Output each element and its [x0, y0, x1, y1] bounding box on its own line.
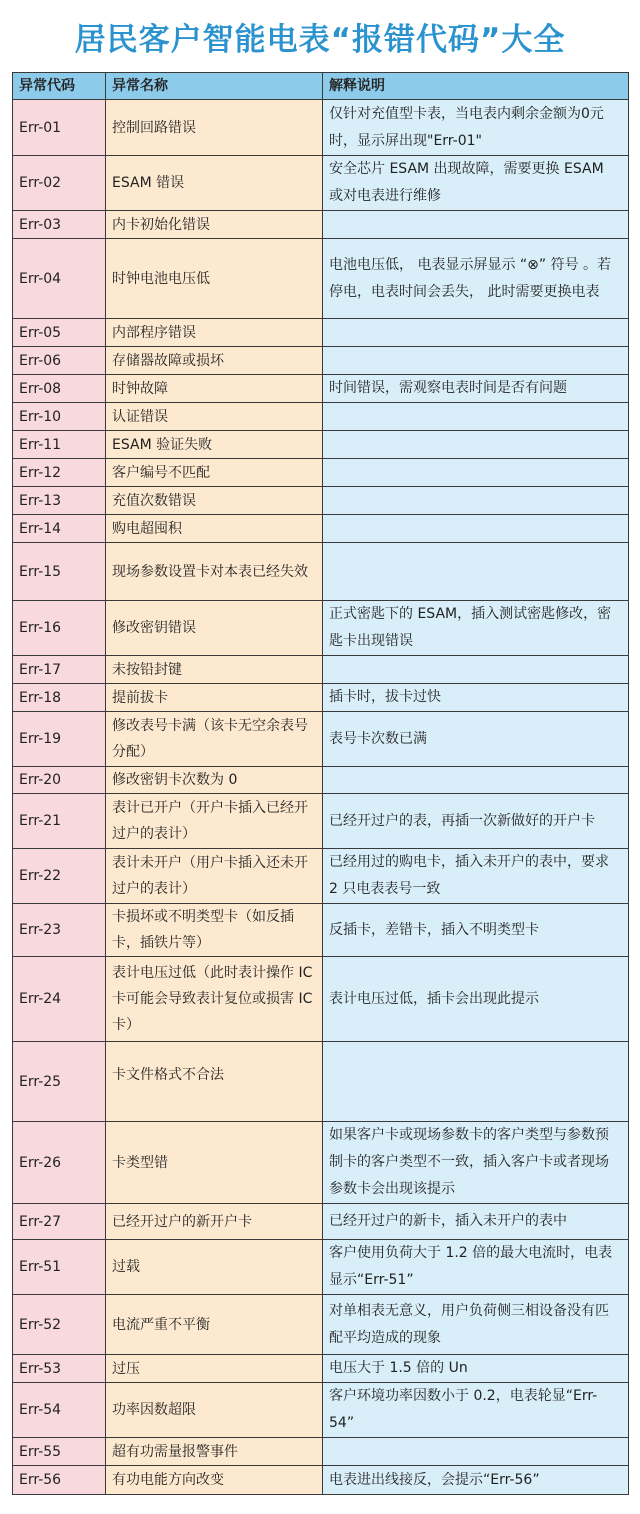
table-row: [13, 684, 629, 712]
error-name: 表计已开户（开户卡插入已经开过户的表计）: [106, 794, 323, 849]
header-desc: 解释说明: [323, 73, 629, 100]
error-code: Err-08: [13, 375, 106, 403]
table-row: [13, 957, 629, 1042]
table-header-row: [13, 73, 629, 100]
table-row: [13, 1042, 629, 1122]
error-code: Err-14: [13, 515, 106, 543]
error-name: 修改密钥错误: [106, 601, 323, 656]
error-description: [323, 431, 629, 459]
error-description: [323, 487, 629, 515]
error-description: 电表进出线接反，会提示“Err-56”: [323, 1466, 629, 1495]
table-row: [13, 1295, 629, 1355]
error-name: 卡文件格式不合法: [106, 1042, 323, 1122]
table-row: [13, 543, 629, 601]
error-code: Err-54: [13, 1383, 106, 1438]
error-code: Err-18: [13, 684, 106, 712]
table-row: [13, 347, 629, 375]
error-code: Err-03: [13, 211, 106, 239]
error-name: 卡类型错: [106, 1122, 323, 1204]
table-row: [13, 601, 629, 656]
table-row: [13, 1438, 629, 1466]
error-description: 表计电压过低，插卡会出现此提示: [323, 957, 629, 1042]
error-name: ESAM 错误: [106, 156, 323, 211]
table-row: [13, 849, 629, 904]
error-code: Err-52: [13, 1295, 106, 1355]
error-code: Err-26: [13, 1122, 106, 1204]
error-code: Err-22: [13, 849, 106, 904]
error-code: Err-25: [13, 1042, 106, 1122]
error-code: Err-24: [13, 957, 106, 1042]
table-row: [13, 1122, 629, 1204]
error-code: Err-12: [13, 459, 106, 487]
error-description: 如果客户卡或现场参数卡的客户类型与参数预制卡的客户类型不一致，插入客户卡或者现场参数卡会出现该提示: [323, 1122, 629, 1204]
error-code: Err-11: [13, 431, 106, 459]
table-row: [13, 1466, 629, 1495]
error-name: 电流严重不平衡: [106, 1295, 323, 1355]
error-name: 内卡初始化错误: [106, 211, 323, 239]
error-code: Err-06: [13, 347, 106, 375]
table-row: [13, 794, 629, 849]
error-description: 反插卡，差错卡，插入不明类型卡: [323, 904, 629, 957]
error-name: 内部程序错误: [106, 319, 323, 347]
error-name: 认证错误: [106, 403, 323, 431]
error-code: Err-56: [13, 1466, 106, 1495]
table-row: [13, 211, 629, 239]
error-description: 电压大于 1.5 倍的 Un: [323, 1355, 629, 1383]
error-name: 修改密钥卡次数为 0: [106, 767, 323, 794]
error-name: ESAM 验证失败: [106, 431, 323, 459]
error-description: [323, 767, 629, 794]
table-row: [13, 459, 629, 487]
error-code: Err-19: [13, 712, 106, 767]
error-code: Err-13: [13, 487, 106, 515]
error-code: Err-21: [13, 794, 106, 849]
error-code: Err-10: [13, 403, 106, 431]
error-description: 插卡时，拔卡过快: [323, 684, 629, 712]
error-code: Err-01: [13, 100, 106, 156]
table-row: [13, 1240, 629, 1295]
error-name: 提前拔卡: [106, 684, 323, 712]
error-code: Err-15: [13, 543, 106, 601]
error-description: [323, 403, 629, 431]
table-row: [13, 904, 629, 957]
error-name: 表计未开户（用户卡插入还未开过户的表计）: [106, 849, 323, 904]
error-name: 现场参数设置卡对本表已经失效: [106, 543, 323, 601]
error-code: Err-53: [13, 1355, 106, 1383]
error-name: 购电超囤积: [106, 515, 323, 543]
error-code: Err-16: [13, 601, 106, 656]
table-row: [13, 487, 629, 515]
error-description: 已经用过的购电卡，插入未开户的表中，要求 2 只电表表号一致: [323, 849, 629, 904]
error-code-table: [12, 72, 629, 1495]
table-row: [13, 375, 629, 403]
table-row: [13, 431, 629, 459]
table-row: [13, 239, 629, 319]
error-description: [323, 1438, 629, 1466]
error-name: 表计电压过低（此时表计操作 IC 卡可能会导致表计复位或损害 IC 卡）: [106, 957, 323, 1042]
error-name: 时钟故障: [106, 375, 323, 403]
error-code: Err-20: [13, 767, 106, 794]
error-description: [323, 656, 629, 684]
error-description: 客户环境功率因数小于 0.2，电表轮显“Err-54”: [323, 1383, 629, 1438]
error-name: 时钟电池电压低: [106, 239, 323, 319]
error-name: 控制回路错误: [106, 100, 323, 156]
error-description: 客户使用负荷大于 1.2 倍的最大电流时，电表显示“Err-51”: [323, 1240, 629, 1295]
error-description: [323, 347, 629, 375]
error-code: Err-51: [13, 1240, 106, 1295]
table-row: [13, 1355, 629, 1383]
error-description: [323, 319, 629, 347]
error-description: 已经开过户的表，再插一次新做好的开户卡: [323, 794, 629, 849]
table-row: [13, 656, 629, 684]
table-row: [13, 403, 629, 431]
error-code: Err-27: [13, 1204, 106, 1240]
error-description: 电池电压低， 电表显示屏显示 “⊗” 符号 。若停电，电表时间会丢失， 此时需要更换电表: [323, 239, 629, 319]
error-description: [323, 1042, 629, 1122]
table-row: [13, 319, 629, 347]
error-name: 过载: [106, 1240, 323, 1295]
error-description: [323, 515, 629, 543]
error-name: 超有功需量报警事件: [106, 1438, 323, 1466]
error-description: [323, 459, 629, 487]
error-name: 未按铅封键: [106, 656, 323, 684]
error-name: 已经开过户的新开户卡: [106, 1204, 323, 1240]
error-name: 客户编号不匹配: [106, 459, 323, 487]
table-row: [13, 515, 629, 543]
error-code: Err-17: [13, 656, 106, 684]
error-name: 过压: [106, 1355, 323, 1383]
error-name: 充值次数错误: [106, 487, 323, 515]
error-code: Err-02: [13, 156, 106, 211]
error-description: 时间错误，需观察电表时间是否有问题: [323, 375, 629, 403]
table-row: [13, 156, 629, 211]
header-name: 异常名称: [106, 73, 323, 100]
header-code: 异常代码: [13, 73, 106, 100]
error-description: 对单相表无意义，用户负荷侧三相设备没有匹配平均造成的现象: [323, 1295, 629, 1355]
table-row: [13, 767, 629, 794]
error-code: Err-55: [13, 1438, 106, 1466]
error-description: [323, 211, 629, 239]
error-description: 安全芯片 ESAM 出现故障，需要更换 ESAM 或对电表进行维修: [323, 156, 629, 211]
error-description: 已经开过户的新卡，插入未开户的表中: [323, 1204, 629, 1240]
table-row: [13, 1383, 629, 1438]
error-name: 存储器故障或损坏: [106, 347, 323, 375]
page-title: 居民客户智能电表“报错代码”大全: [74, 22, 566, 58]
error-code: Err-05: [13, 319, 106, 347]
table-row: [13, 100, 629, 156]
error-description: 正式密匙下的 ESAM，插入测试密匙修改，密匙卡出现错误: [323, 601, 629, 656]
table-row: [13, 712, 629, 767]
error-name: 有功电能方向改变: [106, 1466, 323, 1495]
error-code: Err-23: [13, 904, 106, 957]
error-name: 功率因数超限: [106, 1383, 323, 1438]
error-description: 仅针对充值型卡表，当电表内剩余金额为0元时，显示屏出现"Err-01": [323, 100, 629, 156]
error-description: [323, 543, 629, 601]
error-name: 修改表号卡满（该卡无空余表号分配）: [106, 712, 323, 767]
error-name: 卡损坏或不明类型卡（如反插卡，插铁片等）: [106, 904, 323, 957]
table-row: [13, 1204, 629, 1240]
error-code: Err-04: [13, 239, 106, 319]
error-description: 表号卡次数已满: [323, 712, 629, 767]
